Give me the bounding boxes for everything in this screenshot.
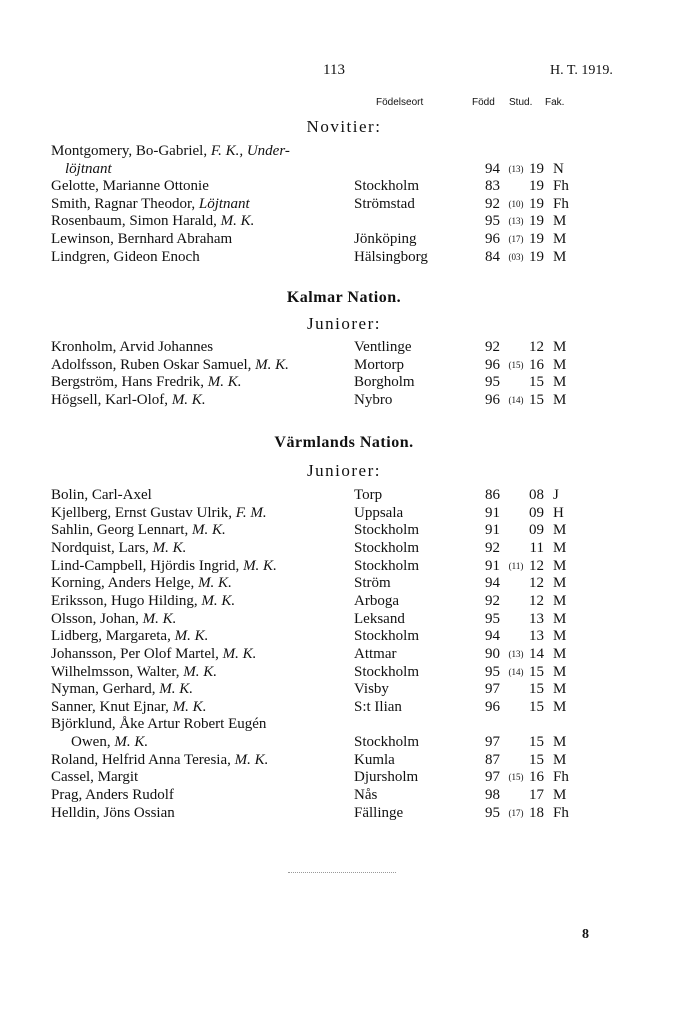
student-year: 12 (529, 592, 544, 609)
birth-year: 95 (485, 213, 500, 230)
birth-year: 87 (485, 751, 500, 768)
list-item (0, 716, 688, 733)
semester-note: (17) (508, 807, 524, 818)
faculty: J (553, 487, 559, 503)
birth-year: 92 (485, 339, 500, 355)
signature-mark: 8 (582, 927, 589, 942)
birth-year: 91 (485, 522, 500, 539)
student-year: 15 (529, 663, 544, 680)
student-year: 16 (529, 356, 544, 373)
page-number: 113 (323, 62, 345, 78)
student-year: 18 (529, 804, 544, 821)
semester-note: (03) (508, 251, 524, 262)
list-item (0, 769, 688, 786)
student-name: Bergström, Hans Fredrik, M. K. (51, 374, 242, 391)
student-name: Prag, Anders Rudolf (51, 787, 174, 804)
student-name: Helldin, Jöns Ossian (51, 804, 175, 821)
student-name: Gelotte, Marianne Ottonie (51, 178, 209, 195)
student-name: Kjellberg, Ernst Gustav Ulrik, F. M. (51, 504, 267, 521)
list-item (0, 646, 688, 663)
birth-year: 96 (485, 391, 500, 408)
faculty: Fh (553, 195, 569, 212)
birth-year: 96 (485, 698, 500, 715)
student-name: löjtnant (65, 160, 112, 177)
list-item (0, 805, 688, 822)
list-item (0, 249, 688, 266)
faculty: Fh (553, 769, 569, 786)
student-year: 19 (529, 213, 544, 230)
faculty: M (553, 391, 567, 408)
birth-year: 95 (485, 804, 500, 821)
student-name: Nordquist, Lars, M. K. (51, 539, 187, 556)
birth-year: 92 (485, 539, 500, 556)
list-item (0, 357, 688, 374)
birthplace: Mortorp (354, 356, 404, 373)
student-name: Roland, Helfrid Anna Teresia, M. K. (51, 751, 269, 768)
birth-year: 84 (485, 248, 500, 265)
list-item (0, 339, 688, 356)
faculty: N (553, 160, 564, 177)
list-item (0, 699, 688, 716)
semester-note: (10) (508, 198, 524, 209)
student-name: Wilhelmsson, Walter, M. K. (51, 663, 218, 680)
birth-year: 97 (485, 769, 500, 786)
list-item (0, 505, 688, 522)
birthplace: Stockholm (354, 557, 420, 574)
birth-year: 94 (485, 160, 500, 177)
birthplace: Stockholm (354, 663, 420, 680)
nation-heading-varmlands: Värmlands Nation. (274, 434, 414, 451)
birthplace: S:t Ilian (354, 698, 402, 715)
student-name: Eriksson, Hugo Hilding, M. K. (51, 592, 236, 609)
list-item (0, 787, 688, 804)
birth-year: 97 (485, 734, 500, 751)
faculty: M (553, 592, 567, 609)
birth-year: 83 (485, 178, 500, 195)
birth-year: 92 (485, 195, 500, 212)
birth-year: 97 (485, 681, 500, 698)
section-subheading-kalmar-juniorer: Juniorer: (307, 314, 381, 333)
student-name: Sahlin, Georg Lennart, M. K. (51, 522, 226, 539)
section-subheading-novitier: Novitier: (306, 117, 382, 136)
list-item (0, 374, 688, 391)
column-header-born: Född (472, 97, 495, 108)
student-name: Sanner, Knut Ejnar, M. K. (51, 698, 207, 715)
birthplace: Ström (354, 575, 391, 592)
student-year: 12 (529, 575, 544, 592)
birthplace: Leksand (354, 610, 405, 627)
student-year: 16 (529, 769, 544, 786)
running-head: H. T. 1919. (550, 63, 613, 78)
faculty: M (553, 557, 567, 574)
list-item (0, 628, 688, 645)
faculty: M (553, 751, 567, 768)
student-year: 11 (529, 539, 544, 556)
birth-year: 95 (485, 610, 500, 627)
faculty: M (553, 734, 567, 751)
column-header-fak: Fak. (545, 97, 565, 108)
student-year: 15 (529, 374, 544, 391)
student-year: 17 (529, 787, 544, 804)
divider-line (288, 872, 396, 873)
list-item (0, 734, 688, 751)
semester-note: (13) (508, 216, 524, 227)
student-name: Lindgren, Gideon Enoch (51, 248, 200, 265)
birth-year: 91 (485, 557, 500, 574)
list-item (0, 611, 688, 628)
student-name: Montgomery, Bo-Gabriel, F. K., Under- (51, 143, 290, 159)
section-subheading-varmlands-juniorer: Juniorer: (307, 461, 381, 480)
student-name: Björklund, Åke Artur Robert Eugén (51, 716, 267, 733)
student-year: 19 (529, 195, 544, 212)
list-item (0, 681, 688, 698)
birthplace: Nås (354, 787, 378, 804)
nation-heading-kalmar: Kalmar Nation. (286, 289, 402, 306)
student-name: Lind-Campbell, Hjördis Ingrid, M. K. (51, 557, 277, 574)
student-year: 15 (529, 681, 544, 698)
birth-year: 94 (485, 575, 500, 592)
faculty: M (553, 698, 567, 715)
faculty: M (553, 645, 567, 662)
semester-note: (13) (508, 163, 524, 174)
faculty: M (553, 628, 567, 645)
birthplace: Jönköping (354, 231, 417, 247)
birth-year: 96 (485, 356, 500, 373)
student-year: 13 (529, 628, 544, 645)
list-item (0, 231, 688, 248)
student-year: 13 (529, 610, 544, 627)
student-year: 14 (529, 645, 544, 662)
faculty: M (553, 663, 567, 680)
student-year: 19 (529, 178, 544, 195)
list-item (0, 664, 688, 681)
birth-year: 94 (485, 628, 500, 645)
faculty: M (553, 356, 567, 373)
semester-note: (11) (508, 560, 524, 571)
student-year: 15 (529, 391, 544, 408)
birthplace: Attmar (354, 645, 397, 662)
semester-note: (13) (508, 648, 524, 659)
faculty: M (553, 248, 567, 265)
birthplace: Borgholm (354, 374, 415, 391)
list-item (0, 196, 688, 213)
student-year: 19 (529, 231, 544, 247)
birthplace: Torp (354, 487, 383, 503)
list-item (0, 558, 688, 575)
birthplace: Visby (354, 681, 389, 698)
semester-note: (17) (508, 234, 524, 244)
list-item (0, 213, 688, 230)
list-item (0, 178, 688, 195)
birthplace: Strömstad (354, 195, 415, 212)
semester-note: (15) (508, 772, 524, 783)
student-year: 15 (529, 751, 544, 768)
birthplace: Djursholm (354, 769, 419, 786)
faculty: M (553, 575, 567, 592)
list-item (0, 752, 688, 769)
birth-year: 98 (485, 787, 500, 804)
list-item (0, 487, 688, 504)
student-year: 12 (529, 339, 544, 355)
student-year: 15 (529, 734, 544, 751)
student-name: Korning, Anders Helge, M. K. (51, 575, 232, 592)
birthplace: Stockholm (354, 522, 420, 539)
list-item (0, 392, 688, 409)
student-name: Lidberg, Margareta, M. K. (51, 628, 209, 645)
faculty: M (553, 339, 567, 355)
student-year: 09 (529, 504, 544, 521)
birthplace: Stockholm (354, 734, 420, 751)
birthplace: Arboga (354, 592, 399, 609)
semester-note: (14) (508, 394, 524, 405)
student-name: Olsson, Johan, M. K. (51, 610, 177, 627)
birthplace: Stockholm (354, 539, 420, 556)
birthplace: Ventlinge (354, 339, 412, 355)
semester-note: (15) (508, 359, 524, 370)
student-year: 09 (529, 522, 544, 539)
faculty: M (553, 231, 567, 247)
birth-year: 96 (485, 231, 500, 247)
birthplace: Nybro (354, 391, 393, 408)
student-year: 19 (529, 160, 544, 177)
student-year: 08 (529, 487, 544, 503)
student-name: Lewinson, Bernhard Abraham (51, 231, 233, 247)
faculty: M (553, 522, 567, 539)
list-item (0, 522, 688, 539)
student-name: Adolfsson, Ruben Oskar Samuel, M. K. (51, 356, 289, 373)
student-name: Smith, Ragnar Theodor, Löjtnant (51, 195, 250, 212)
student-name: Cassel, Margit (51, 769, 139, 786)
column-header-birthplace: Födelseort (376, 97, 424, 108)
faculty: Fh (553, 804, 569, 821)
birth-year: 95 (485, 374, 500, 391)
student-name: Owen, M. K. (71, 734, 149, 751)
student-name: Rosenbaum, Simon Harald, M. K. (51, 213, 255, 230)
faculty: M (553, 374, 567, 391)
birthplace: Stockholm (354, 178, 420, 195)
list-item (0, 161, 688, 178)
faculty: M (553, 539, 567, 556)
faculty: M (553, 681, 567, 698)
birthplace: Uppsala (354, 504, 404, 521)
faculty: M (553, 787, 567, 804)
student-name: Kronholm, Arvid Johannes (51, 339, 214, 355)
student-name: Johansson, Per Olof Martel, M. K. (51, 645, 257, 662)
birth-year: 91 (485, 504, 500, 521)
birthplace: Stockholm (354, 628, 420, 645)
birthplace: Fällinge (354, 804, 404, 821)
birthplace: Kumla (354, 751, 395, 768)
faculty: M (553, 610, 567, 627)
student-year: 19 (529, 248, 544, 265)
list-item (0, 593, 688, 610)
birthplace: Hälsingborg (354, 248, 428, 265)
semester-note: (14) (508, 666, 524, 677)
student-name: Nyman, Gerhard, M. K. (51, 681, 194, 698)
column-header-stud: Stud. (509, 97, 533, 108)
student-year: 15 (529, 698, 544, 715)
faculty: M (553, 213, 567, 230)
birth-year: 95 (485, 663, 500, 680)
list-item (0, 540, 688, 557)
birth-year: 90 (485, 645, 500, 662)
faculty: Fh (553, 178, 569, 195)
list-item (0, 143, 688, 160)
student-year: 12 (529, 557, 544, 574)
birth-year: 92 (485, 592, 500, 609)
student-name: Bolin, Carl-Axel (51, 487, 152, 503)
student-name: Högsell, Karl-Olof, M. K. (51, 391, 206, 408)
faculty: H (553, 504, 564, 521)
list-item (0, 575, 688, 592)
birth-year: 86 (485, 487, 500, 503)
